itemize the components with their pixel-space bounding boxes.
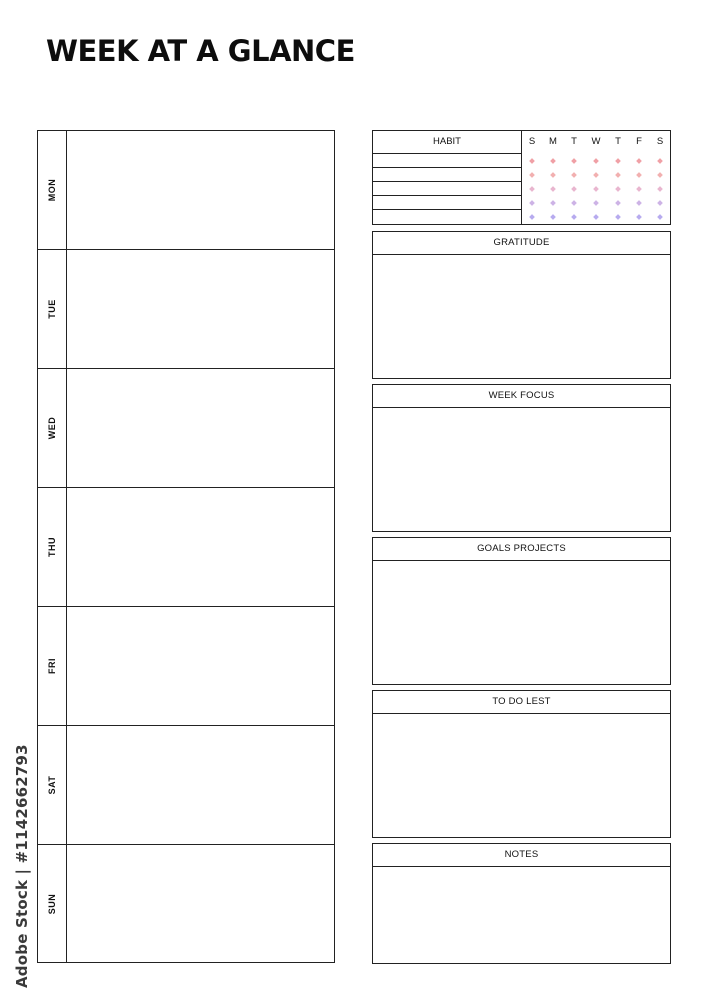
habit-check-diamond[interactable] xyxy=(615,214,621,220)
habit-check-diamond[interactable] xyxy=(593,186,599,192)
habit-check-diamond[interactable] xyxy=(657,172,663,178)
habit-names-column xyxy=(373,131,522,224)
habit-check-diamond[interactable] xyxy=(529,214,535,220)
habit-check-diamond[interactable] xyxy=(636,200,642,206)
habit-check-diamond[interactable] xyxy=(657,214,663,220)
habit-day-letter: T xyxy=(571,136,577,147)
habit-check-diamond[interactable] xyxy=(571,200,577,206)
habit-check-diamond[interactable] xyxy=(657,186,663,192)
habit-row[interactable] xyxy=(373,196,521,210)
to-do-list-box[interactable] xyxy=(372,690,671,838)
section-title: GRATITUDE xyxy=(373,232,670,255)
day-label: MON xyxy=(47,178,57,202)
page-title: WEEK AT A GLANCE xyxy=(46,34,355,68)
habit-check-diamond[interactable] xyxy=(550,158,556,164)
habit-checkbox-grid xyxy=(522,131,670,224)
habit-check-diamond[interactable] xyxy=(571,214,577,220)
section-title: TO DO LEST xyxy=(373,691,670,714)
day-label: THU xyxy=(47,537,57,557)
goals-projects-box[interactable] xyxy=(372,537,671,685)
section-title: NOTES xyxy=(373,844,670,867)
habit-check-diamond[interactable] xyxy=(550,186,556,192)
habit-day-letter: S xyxy=(528,136,536,147)
habit-header: HABIT xyxy=(373,131,521,154)
day-label: SAT xyxy=(47,775,57,795)
habit-tracker xyxy=(372,130,671,225)
day-row-sun[interactable] xyxy=(38,845,334,962)
habit-day-letter: T xyxy=(615,136,621,147)
habit-check-diamond[interactable] xyxy=(615,158,621,164)
day-row-sat[interactable] xyxy=(38,726,334,845)
habit-check-diamond[interactable] xyxy=(615,172,621,178)
habit-check-diamond[interactable] xyxy=(657,200,663,206)
habit-row[interactable] xyxy=(373,182,521,196)
section-title: WEEK FOCUS xyxy=(373,385,670,408)
day-label: WED xyxy=(47,416,57,440)
habit-check-diamond[interactable] xyxy=(571,172,577,178)
habit-check-diamond[interactable] xyxy=(571,186,577,192)
habit-check-diamond[interactable] xyxy=(593,214,599,220)
habit-row[interactable] xyxy=(373,210,521,224)
week-focus-box[interactable] xyxy=(372,384,671,532)
habit-check-diamond[interactable] xyxy=(636,158,642,164)
habit-check-diamond[interactable] xyxy=(636,186,642,192)
habit-check-diamond[interactable] xyxy=(636,214,642,220)
day-row-tue[interactable] xyxy=(38,250,334,369)
habit-check-diamond[interactable] xyxy=(636,172,642,178)
habit-row[interactable] xyxy=(373,168,521,182)
habit-check-diamond[interactable] xyxy=(571,158,577,164)
day-row-fri[interactable] xyxy=(38,607,334,726)
habit-day-letter: W xyxy=(591,136,601,147)
habit-check-diamond[interactable] xyxy=(529,172,535,178)
habit-check-diamond[interactable] xyxy=(593,172,599,178)
day-row-mon[interactable] xyxy=(38,131,334,250)
stock-watermark: Adobe Stock | #1142662793 xyxy=(13,744,31,988)
day-row-thu[interactable] xyxy=(38,488,334,607)
habit-row[interactable] xyxy=(373,154,521,168)
week-column xyxy=(37,130,335,963)
habit-check-diamond[interactable] xyxy=(593,158,599,164)
habit-check-diamond[interactable] xyxy=(615,186,621,192)
habit-check-diamond[interactable] xyxy=(529,200,535,206)
habit-check-diamond[interactable] xyxy=(593,200,599,206)
habit-check-diamond[interactable] xyxy=(550,172,556,178)
habit-day-letter: M xyxy=(549,136,557,147)
day-row-wed[interactable] xyxy=(38,369,334,488)
day-label: SUN xyxy=(47,893,57,914)
day-label: TUE xyxy=(47,299,57,319)
habit-check-diamond[interactable] xyxy=(529,158,535,164)
habit-check-diamond[interactable] xyxy=(657,158,663,164)
notes-box[interactable] xyxy=(372,843,671,964)
gratitude-box[interactable] xyxy=(372,231,671,379)
day-label: FRI xyxy=(47,658,57,674)
habit-check-diamond[interactable] xyxy=(615,200,621,206)
habit-check-diamond[interactable] xyxy=(529,186,535,192)
habit-check-diamond[interactable] xyxy=(550,200,556,206)
habit-day-letter: F xyxy=(636,136,642,147)
section-title: GOALS PROJECTS xyxy=(373,538,670,561)
habit-day-letter: S xyxy=(656,136,664,147)
habit-check-diamond[interactable] xyxy=(550,214,556,220)
